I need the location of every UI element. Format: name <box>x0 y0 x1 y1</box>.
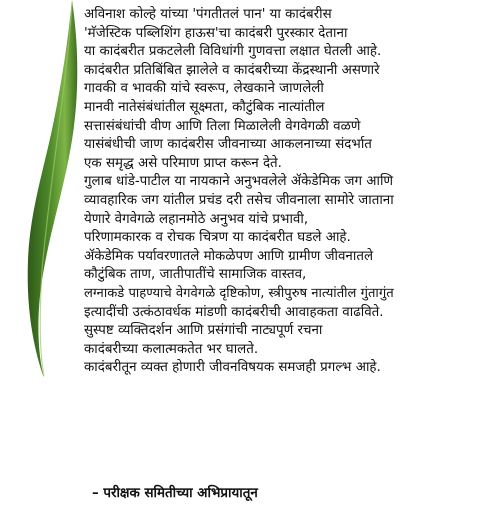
review-line: कादंबरीत प्रतिबिंबित झालेले व कादंबरीच्या केंद्रस्थानी असणारे <box>84 62 380 78</box>
review-line: सत्तासंबंधांची वीण आणि तिला मिळालेली वेगवेगळी वळणे <box>84 118 361 134</box>
review-text <box>84 6 474 378</box>
review-line: सुस्पष्ट व्यक्तिदर्शन आणि प्रसंगांची नाट्यपूर्ण रचना <box>84 323 323 339</box>
review-line: कादंबरीतून व्यक्त होणारी जीवनविषयक समजही प्रगल्भ आहे. <box>84 360 381 376</box>
review-line: गावकी व भावकी यांचे स्वरूप, लेखकाने जाणलेली <box>84 81 324 97</box>
review-line: इत्यादींची उत्कंठावर्धक मांडणी कादंबरीची आवाहकता वाढविते. <box>84 304 384 320</box>
review-line: लग्नाकडे पाहण्याचे वेगवेगळे दृष्टिकोण, स्त्रीपुरुष नात्यांतील गुंतागुंत <box>84 285 394 301</box>
review-line: 'मॅजेस्टिक पब्लिशिंग हाऊस'चा कादंबरी पुरस्कार देताना <box>84 25 348 41</box>
review-line: व्यावहारिक जग यांतील प्रचंड दरी तसेच जीवनाला सामोरे जाताना <box>84 192 394 208</box>
review-line: एक समृद्ध असे परिमाण प्राप्त करून देते. <box>84 155 282 171</box>
review-line: यासंबंधीची जाण कादंबरीस जीवनाच्या आकलनाच्या संदर्भात <box>84 137 372 153</box>
review-line: ॲकेडेमिक पर्यावरणातले मोकळेपण आणि ग्रामीण जीवनातले <box>84 248 374 264</box>
review-line: कौटुंबिक ताण, जातीपातींचे सामाजिक वास्तव, <box>84 267 307 283</box>
review-line: अविनाश कोल्हे यांच्या 'पंगतीतलं पान' या कादंबरीस <box>84 7 332 22</box>
review-line: परिणामकारक व रोचक चित्रण या कादंबरीत घडले आहे. <box>84 230 351 246</box>
review-line: या कादंबरीत प्रकटलेली विविधांगी गुणवत्ता लक्षात घेतली आहे. <box>84 44 382 60</box>
review-line: गुलाब धांडे-पाटील या नायकाने अनुभवलेले ॲकेडेमिक जग आणि <box>84 174 394 190</box>
review-signature: – परीक्षक समितीच्या अभिप्रायातून <box>92 486 258 501</box>
leaf-illustration <box>20 0 90 380</box>
review-line: येणारे वेगवेगळे लहानमोठे अनुभव यांचे प्रभावी, <box>84 211 309 227</box>
review-line: कादंबरीच्या कलात्मकतेत भर घालते. <box>84 341 259 357</box>
review-line: मानवी नातेसंबंधांतील सूक्ष्मता, कौटुंबिक नात्यांतील <box>84 99 325 115</box>
